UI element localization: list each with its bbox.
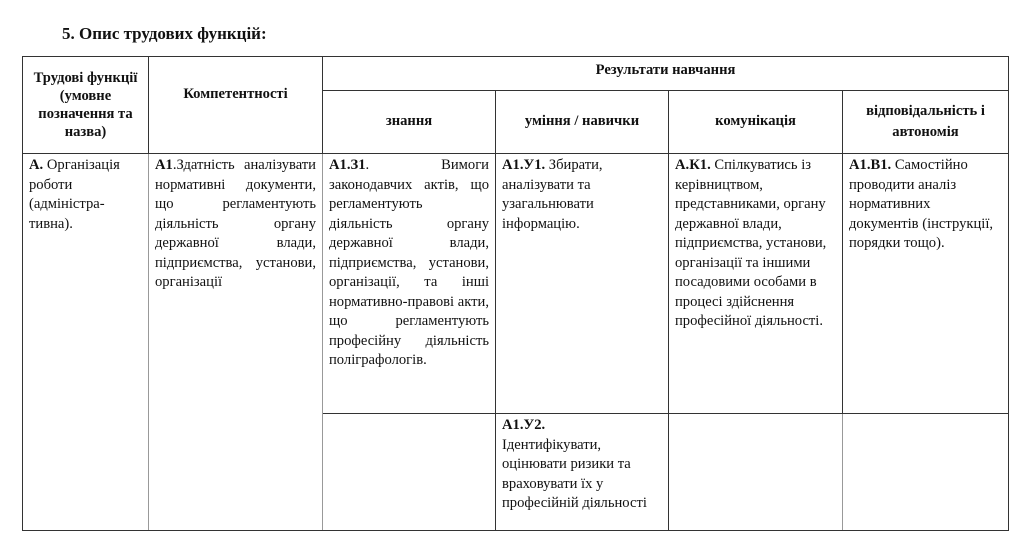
header-functions: Трудові функції (умовне позначення та назва)	[23, 57, 149, 154]
labor-functions-table	[22, 56, 1009, 531]
knowledge-text: . Вимоги законодавчих актів, що регламентують діяльність органу державної влади, підприємства, установи, організації, та інші нормативно-правові акти, що регламентують професійну діяльність поліграфологів.	[329, 157, 489, 368]
header-results: Результати навчання	[323, 57, 1009, 91]
cell-function	[23, 154, 149, 531]
cell-responsibility	[843, 154, 1009, 414]
cell-knowledge	[323, 154, 496, 414]
cell-skill-1	[496, 154, 669, 414]
skill-2-code: А1.У2.	[502, 417, 546, 433]
function-text: Організація роботи (адміністра-тивна).	[29, 157, 120, 232]
cell-skill-2	[496, 414, 669, 531]
knowledge-code: А1.З1	[329, 157, 366, 173]
section-title: 5. Опис трудових функцій:	[62, 24, 267, 43]
competence-text: .Здатність аналізувати нормативні документи, що регламентують діяльність органу державної влади, підприємства, установи, організації	[155, 157, 316, 290]
header-skills: уміння / навички	[496, 91, 669, 154]
skill-2-text: Ідентифікувати, оцінювати ризики та враховувати їх у професійній діяльності	[502, 436, 647, 511]
cell-communication	[669, 154, 843, 414]
communication-code: А.К1.	[675, 157, 711, 173]
header-knowledge: знання	[323, 91, 496, 154]
header-competences: Компетентності	[149, 57, 323, 154]
header-communication: комунікація	[669, 91, 843, 154]
cell-responsibility-empty	[843, 414, 1009, 531]
cell-communication-empty	[669, 414, 843, 531]
skill-1-code: А1.У1.	[502, 157, 546, 173]
cell-competence	[149, 154, 323, 531]
cell-knowledge-empty	[323, 414, 496, 531]
skill-1-text: Збирати, аналізувати та узагальнювати інформацію.	[502, 157, 603, 232]
competence-code: А1	[155, 157, 173, 173]
header-responsibility: відповідальність і автономія	[843, 91, 1009, 154]
responsibility-text: Самостійно проводити аналіз нормативних документів (інструкції, порядки тощо).	[849, 157, 994, 251]
communication-text: Спілкуватись із керівництвом, представниками, органу державної влади, підприємства, установи, організації та іншими посадовими особами в процесі здійснення професійної діяльності.	[675, 157, 827, 329]
function-code: А.	[29, 157, 44, 173]
responsibility-code: А1.В1.	[849, 157, 892, 173]
